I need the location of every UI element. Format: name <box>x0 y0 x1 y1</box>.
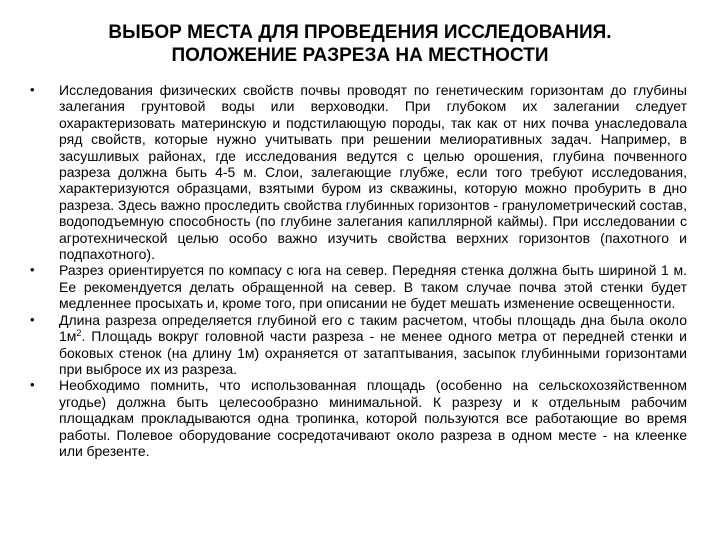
paragraph-1: Исследования физических свойств почвы проводят по генетическим горизонтам до глубины залегания грунтовой воды или верховодки. При глубоком их залегании следует охарактеризовать материнскую и подстилающую породы, так как от них почва унаследовала ряд свойств, которые нужно учитывать при решении мелиоративных задач. Например, в засушливых районах, где исследования ведутся с целью орошения, глубина почвенного разреза должна быть 4-5 м. Слои, залегающие глубже, если того требуют исследования, характеризуются образцами, взятыми буром из скважины, которую можно пробурить в дно разреза. Здесь важно проследить свойства глубинных горизонтов - гранулометрический состав, водоподъемную способность (по глубине залегания капиллярной каймы). При исследовании с агротехнической целью особо важно изучить свойства верхних горизонтов (пахотного и подпахотного). <box>59 82 687 263</box>
paragraph-3 <box>59 312 687 378</box>
list-item <box>30 312 687 378</box>
paragraph-4: Необходимо помнить, что использованная площадь (особенно на сельскохозяйственном угодье) должна быть целесообразно минимальной. К разрезу и к отдельным рабочим площадкам прокладываются одна тропинка, которой пользуются все работающие во время работы. Полевое оборудование сосредотачивают около разреза в одном месте - на клеенке или брезенте. <box>59 377 687 459</box>
square-meter-superscript: 2 <box>76 328 82 339</box>
bullet-icon: • <box>30 311 35 327</box>
bullet-list <box>30 82 720 459</box>
list-item <box>30 262 687 311</box>
bullet-icon: • <box>30 377 35 393</box>
title-line-1: ВЫБОР МЕСТА ДЛЯ ПРОВЕДЕНИЯ ИССЛЕДОВАНИЯ. <box>108 22 612 43</box>
title-line-2: ПОЛОЖЕНИЕ РАЗРЕЗА НА МЕСТНОСТИ <box>171 45 549 66</box>
bullet-icon: • <box>30 262 35 278</box>
paragraph-3-after: . Площадь вокруг головной части разреза - не менее одного метра от передней стенки и боковых стенок (на длину 1м) охраняется от затаптывания, засыпок глубинными горизонтами при выбросе их из разреза. <box>59 328 687 377</box>
list-item <box>30 377 687 459</box>
paragraph-3-before: Длина разреза определяется глубиной его с таким расчетом, чтобы площадь дна была около 1м <box>59 311 687 345</box>
paragraph-2: Разрез ориентируется по компасу с юга на север. Передняя стенка должна быть шириной 1 м. Ее рекомендуется делать обращенной на север. В таком случае почва этой стенки будет медленнее просыхать и, кроме того, при описании не будет мешать изменение освещенности. <box>59 262 687 312</box>
page-title <box>40 21 680 67</box>
bullet-icon: • <box>30 82 35 97</box>
list-item <box>30 82 687 262</box>
